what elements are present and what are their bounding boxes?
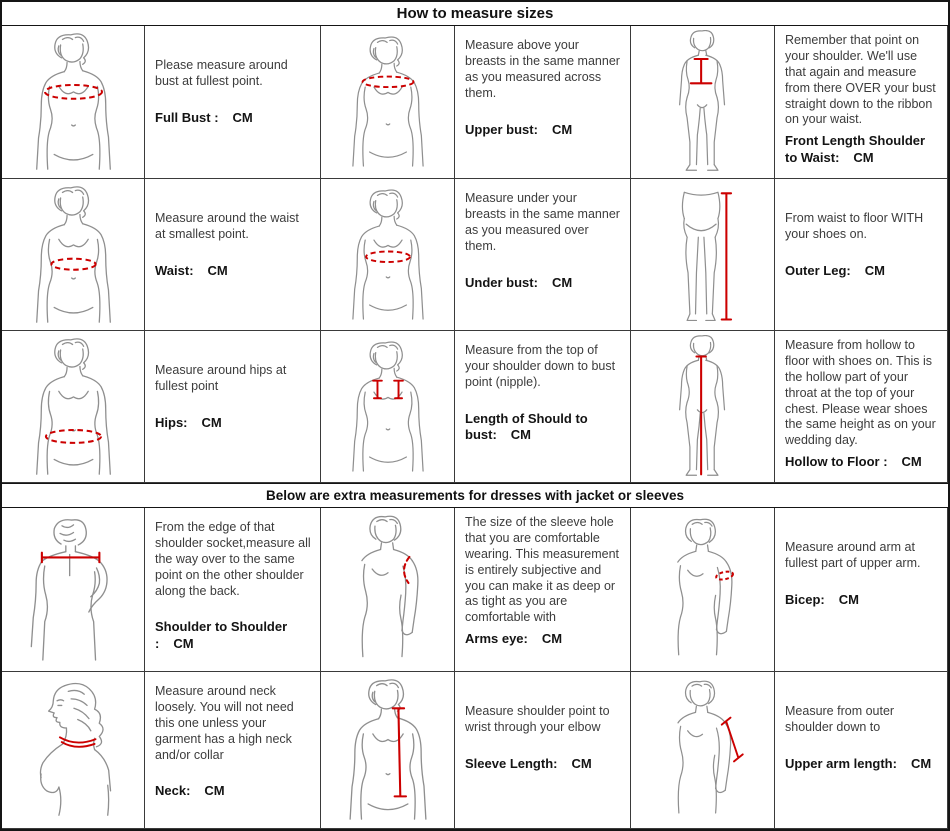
instruction-front-length: Remember that point on your shoulder. We'll use that again and measure from there OVER your bust straight down to the ribbon on your waist. — [785, 33, 936, 127]
cell-text-bicep — [775, 508, 948, 672]
label-text: Waist: — [155, 262, 194, 278]
instruction-full-bust: Please measure around bust at fullest point. — [155, 58, 288, 88]
unit-label: CM — [232, 109, 253, 125]
label-upper-arm-length — [785, 756, 938, 773]
label-full-bust — [155, 110, 311, 127]
under-bust-sketch-icon — [338, 189, 438, 321]
instruction-waist: Measure around the waist at smallest point. — [155, 211, 299, 241]
unit-label: CM — [207, 262, 228, 278]
unit-label: CM — [510, 427, 531, 443]
label-text: Upper bust: — [465, 121, 538, 137]
cell-figure-front-length — [631, 26, 775, 179]
unit-label: CM — [541, 631, 563, 647]
front-length-sketch-icon — [658, 30, 748, 174]
label-text: Front Length Shoulder to Waist: — [785, 133, 926, 165]
cell-text-under-bust — [455, 179, 631, 331]
unit-label: CM — [201, 414, 222, 430]
label-text: Arms eye: — [465, 631, 528, 647]
label-bicep — [785, 592, 938, 609]
unit-label: CM — [910, 755, 932, 771]
instruction-hollow-to-floor: Measure from hollow to floor with shoes on. This is the hollow part of your throat at the top of your chest. Please wear shoes the same height as on your wedding day. — [785, 338, 936, 448]
unit-label: CM — [864, 262, 885, 278]
cell-figure-bicep — [631, 508, 775, 672]
label-text: Hollow to Floor : — [785, 454, 888, 470]
cell-text-upper-arm-length — [775, 672, 948, 829]
cell-figure-upper-arm-length — [631, 672, 775, 829]
label-text: Shoulder to Shoulder : — [155, 619, 288, 651]
label-text: Length of Should to bust: — [465, 410, 588, 443]
cell-figure-arms-eye — [321, 508, 455, 672]
label-arms-eye — [465, 631, 621, 648]
cell-figure-hollow-to-floor — [631, 331, 775, 483]
instruction-upper-bust: Measure above your breasts in the same manner as you measured across them. — [465, 38, 620, 100]
outer-leg-sketch-icon — [658, 183, 748, 327]
unit-label: CM — [571, 755, 592, 771]
label-shoulder-to-shoulder — [155, 619, 311, 652]
cell-figure-shoulder-to-shoulder — [2, 508, 145, 672]
cell-figure-under-bust — [321, 179, 455, 331]
cell-text-sleeve-length — [455, 672, 631, 829]
label-text: Full Bust : — [155, 109, 219, 125]
label-text: Outer Leg: — [785, 262, 851, 278]
cell-text-upper-bust — [455, 26, 631, 179]
full-bust-sketch-icon — [21, 33, 126, 171]
label-text: Sleeve Length: — [465, 755, 558, 771]
main-title-text: How to measure sizes — [396, 5, 554, 22]
main-title — [2, 2, 948, 26]
instruction-upper-arm-length: Measure from outer shoulder down to — [785, 704, 895, 734]
shoulder-to-shoulder-sketch-icon — [16, 518, 131, 662]
cell-text-hollow-to-floor — [775, 331, 948, 483]
cell-figure-outer-leg — [631, 179, 775, 331]
cell-text-shoulder-to-shoulder — [145, 508, 321, 672]
cell-text-hips — [145, 331, 321, 483]
cell-figure-upper-bust — [321, 26, 455, 179]
cell-text-front-length — [775, 26, 948, 179]
label-under-bust — [465, 275, 621, 292]
unit-label: CM — [204, 783, 225, 799]
unit-label: CM — [173, 635, 194, 651]
label-neck — [155, 783, 311, 800]
unit-label: CM — [838, 591, 859, 607]
unit-label: CM — [551, 121, 573, 137]
unit-label: CM — [853, 149, 874, 165]
hips-sketch-icon — [21, 338, 126, 476]
label-text: Neck: — [155, 783, 191, 799]
instruction-arms-eye: The size of the sleeve hole that you are comfortable wearing. This measurement is entirely subjective and you can make it as deep or as tight as you are comfortable with — [465, 515, 620, 625]
cell-figure-shoulder-to-bust — [321, 331, 455, 483]
unit-label: CM — [901, 454, 922, 470]
label-text: Upper arm length: — [785, 755, 897, 771]
label-outer-leg — [785, 263, 938, 280]
label-text: Hips: — [155, 414, 188, 430]
label-hollow-to-floor — [785, 454, 938, 471]
hollow-to-floor-sketch-icon — [658, 335, 748, 479]
cell-text-outer-leg — [775, 179, 948, 331]
cell-figure-sleeve-length — [321, 672, 455, 829]
cell-text-full-bust — [145, 26, 321, 179]
section-title — [2, 483, 948, 508]
instruction-shoulder-to-bust: Measure from the top of your shoulder down to bust point (nipple). — [465, 343, 616, 389]
instruction-neck: Measure around neck loosely. You will not need this one unless your garment has a high neck and/or collar — [155, 684, 294, 762]
instruction-sleeve-length: Measure shoulder point to wrist through your elbow — [465, 704, 610, 734]
instruction-hips: Measure around hips at fullest point — [155, 363, 287, 393]
instruction-bicep: Measure around arm at fullest part of upper arm. — [785, 540, 921, 570]
instruction-under-bust: Measure under your breasts in the same manner as you measured over them. — [465, 191, 620, 253]
neck-sketch-icon — [12, 680, 134, 821]
upper-arm-length-sketch-icon — [650, 680, 755, 820]
cell-figure-neck — [2, 672, 145, 829]
label-waist — [155, 263, 311, 280]
cell-text-waist — [145, 179, 321, 331]
label-shoulder-to-bust — [465, 411, 621, 444]
instruction-shoulder-to-shoulder: From the edge of that shoulder socket,measure all the way over to the same point on the other shoulder along the back. — [155, 520, 311, 598]
section-title-text: Below are extra measurements for dresses with jacket or sleeves — [266, 488, 684, 503]
label-front-length — [785, 133, 938, 166]
cell-figure-hips — [2, 331, 145, 483]
cell-figure-waist — [2, 179, 145, 331]
label-sleeve-length — [465, 756, 621, 773]
upper-bust-sketch-icon — [338, 36, 438, 168]
label-text: Bicep: — [785, 591, 825, 607]
cell-text-neck — [145, 672, 321, 829]
instruction-outer-leg: From waist to floor WITH your shoes on. — [785, 211, 924, 241]
cell-text-arms-eye — [455, 508, 631, 672]
sleeve-length-sketch-icon — [334, 679, 442, 821]
shoulder-to-bust-sketch-icon — [338, 341, 438, 473]
label-hips — [155, 415, 311, 432]
bicep-sketch-icon — [649, 518, 757, 662]
cell-text-shoulder-to-bust — [455, 331, 631, 483]
waist-sketch-icon — [21, 186, 126, 324]
arms-eye-sketch-icon — [332, 515, 444, 664]
label-text: Under bust: — [465, 274, 538, 290]
label-upper-bust — [465, 122, 621, 139]
unit-label: CM — [551, 274, 573, 290]
cell-figure-full-bust — [2, 26, 145, 179]
